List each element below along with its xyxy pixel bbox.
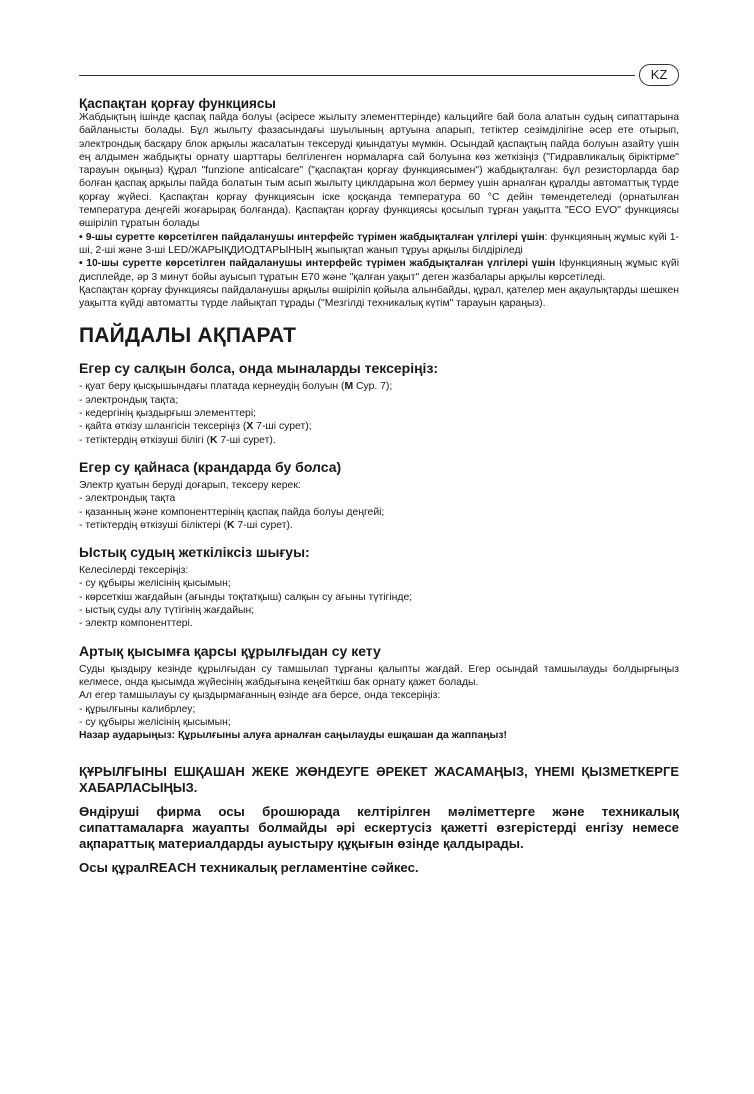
- header-rule: [79, 75, 635, 76]
- language-badge: KZ: [639, 64, 679, 86]
- service-warning: ҚҰРЫЛҒЫНЫ ЕШҚАШАН ЖЕКЕ ЖӨНДЕУГЕ ӘРЕКЕТ ЖАСАМАҢЫЗ, ҮНЕМІ ҚЫЗМЕТКЕРГЕ ХАБАРЛАСЫҢЫЗ.: [79, 764, 679, 796]
- list-item: - ыстық суды алу түтігінің жағдайын;: [79, 605, 255, 617]
- overpressure-warning: Назар аударыңыз: Құрылғыны алуға арналған саңылауды ешқашан да жаппаңыз!: [79, 730, 507, 742]
- cold-water-list: [79, 380, 679, 446]
- list-item: - су құбыры желісінің қысымын;: [79, 716, 231, 728]
- bullet-1-text: : функцияның жұмыс күйі 1-ші, 2-ші және 3-ші LED/ЖАРЫҚДИОДТАРЫНЫҢ жыпықтап жанып тұруы арқылы білдіріледі: [79, 231, 680, 256]
- list-item: - көрсеткіш жағдайын (ағынды тоқтатқыш) салқын су ағыны түтігінде;: [79, 591, 413, 603]
- list-item: - тетіктердің өткізуші білігі (K 7-ші сурет).: [79, 434, 276, 446]
- anticalc-paragraph-2: Қаспақтан қорғау функциясы пайдаланушы арқылы өшіріліп қойыла алынбайды, құрал, қателер мен ақаулықтарды шешкен уақытта күйді автоматты түрде лайықтап тұрады ("Мезгілді техникалық күтім" тарауын қараңыз).: [79, 284, 679, 310]
- list-item: - қайта өткізу шлангісін тексеріңіз (X 7-ші сурет);: [79, 421, 312, 433]
- overpressure-body: [79, 663, 679, 743]
- bullet-2-bold: • 10-шы суретте көрсетілген пайдаланушы интерфейс түрімен жабдықталған үлгілері үшін: [79, 258, 556, 270]
- anticalc-body: [79, 111, 679, 310]
- bullet-2-text: Іфункцияның жұмыс күйі дисплейде, әр 3 минут бойы ауысып тұратын E70 және "қалған уақыт" деген жазбалары арқылы көрсетіледі.: [79, 258, 679, 283]
- anticalc-paragraph-1: Жабдықтың ішінде қаспақ пайда болуы (әсіресе жылыту элементтерінде) кальцийге бай бола алатын судың сипаттарына байланысты болады. Бұл жылыту фазасындағы шуылының артуына апарып, тетіктер сезімділігіне әсер ете отырып, электрондық басқару блок арқылы жасалатын тексеруді қиындатуы мүмкін. Осындай қаспақтың пайда болуын азайту үшін ең алдымен жабдықты орнату шарттары белгіленген нормаларға сай болуына көз жеткізіңіз ("Гидравликалық біріктірме" тарауын оқыңыз) Құрал "funzione anticalcare" ("қаспақтан қорғау функциясымен") жабдықталған: бұл резисторларда бар болған қаспақ арқылы пайда болатын тым асып жылыту циклдарына жол бермеу үшін арналған құралды автоматтық түрде қорғау жүйесі. Қаспақтан қорғау функциясын іске қосқанда температура 60 °C дейін төмендетеледі (орнатылған температура деңгейі жоғарырақ болғанда). Қаспақтан қорғау функциясы қосылып тұрған уақытта "ECO EVO" функциясы өшіріліп тұратын болады: [79, 112, 679, 230]
- cold-water-section: [79, 360, 679, 446]
- list-item: - су құбыры желісінің қысымын;: [79, 578, 231, 590]
- footer-notes: [79, 764, 679, 876]
- boiling-water-title: Егер су қайнаса (крандарда бу болса): [79, 458, 342, 475]
- bullet-1-bold: • 9-шы суретте көрсетілген пайдаланушы интерфейс түрімен жабдықталған үлгілері үшін: [79, 231, 545, 243]
- anticalc-title: Қаспақтан қорғау функциясы: [79, 96, 276, 111]
- list-item: - тетіктердің өткізуші біліктері (K 7-ші сурет).: [79, 519, 293, 531]
- list-item: - қуат беру қысқышындағы платада кернеудің болуын (M Сур. 7);: [79, 381, 393, 393]
- list-item: - құрылғыны калибрлеу;: [79, 703, 196, 715]
- overpressure-title: Артық қысымға қарсы құрылғыдан су кету: [79, 642, 381, 659]
- anticalc-bullet-2: [79, 257, 679, 284]
- hot-water-section: [79, 544, 679, 630]
- hot-water-list: [79, 577, 679, 630]
- list-item: - электр компоненттері.: [79, 618, 193, 630]
- list-item: - қазанның және компоненттерінің қаспақ пайда болуы деңгейі;: [79, 506, 385, 518]
- anticalc-bullet-1: [79, 231, 679, 258]
- hot-water-title: Ыстық судың жеткіліксіз шығуы:: [79, 544, 310, 561]
- list-item: - кедергінің қыздырғыш элементтері;: [79, 408, 257, 420]
- boiling-water-section: [79, 459, 679, 532]
- page-header: [79, 64, 679, 88]
- overpressure-paragraph-1: Суды қыздыру кезінде құрылғыдан су тамшылап тұрғаны қалыпты жағдай. Егер осындай тамшылауды болдырғыңыз келмесе, онда қысымда жүйесінің жабдығына кеңейткіш бак орнату қажет болады.: [79, 663, 679, 688]
- reach-compliance: Осы құралREACH техникалық регламентіне сәйкес.: [79, 860, 419, 876]
- list-item: - электрондық тақта: [79, 493, 176, 505]
- manufacturer-disclaimer: Өндіруші фирма осы брошюрада келтірілген мәліметтерге және техникалық сипаттамаларға жауапты болмайды әрі ескертусіз қажетті өзгерістерді енгізу немесе ақпараттық материалдарды ауыстыру құқығын өзінде қалдырады.: [79, 804, 679, 852]
- overpressure-paragraph-2: Ал егер тамшылауы су қыздырмағанның өзінде аға берсе, онда тексеріңіз:: [79, 690, 441, 702]
- overpressure-list: [79, 703, 679, 730]
- useful-info-title: ПАЙДАЛЫ АҚПАРАТ: [79, 324, 297, 348]
- boiling-water-list: [79, 492, 679, 532]
- manual-page: [79, 64, 679, 876]
- overpressure-section: [79, 643, 679, 743]
- list-item: - электрондық тақта;: [79, 394, 179, 406]
- hot-water-intro: Келесілерді тексеріңіз:: [79, 565, 189, 577]
- boiling-water-intro: Электр қуатын беруді доғарып, тексеру керек:: [79, 479, 301, 491]
- anticalc-section: [79, 96, 679, 310]
- cold-water-title: Егер су салқын болса, онда мыналарды тексеріңіз:: [79, 360, 439, 377]
